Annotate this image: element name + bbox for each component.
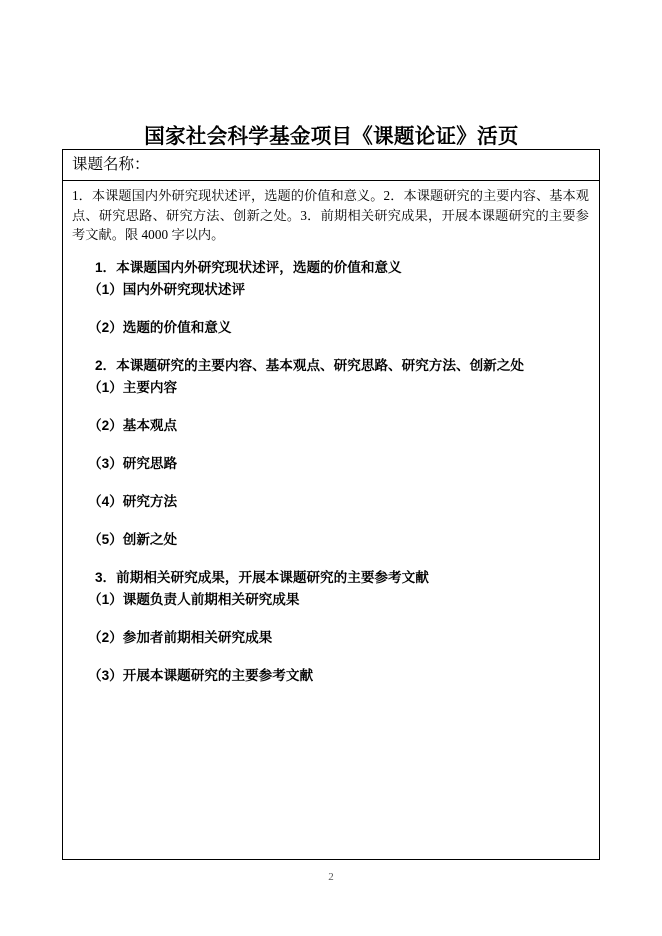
proposal-form-table <box>62 149 600 860</box>
outline-sub-item: （2）选题的价值和意义 <box>88 319 232 335</box>
outline-section-heading: 3．前期相关研究成果，开展本课题研究的主要参考文献 <box>95 569 429 585</box>
outline-sub-item: （5）创新之处 <box>88 531 178 547</box>
table-header-row <box>63 150 599 181</box>
project-name-label: 课题名称： <box>72 156 150 173</box>
page-number: 2 <box>328 871 334 883</box>
outline-sub-item: （1）主要内容 <box>88 379 178 395</box>
outline-list <box>70 258 591 686</box>
outline-sub-item: （3）研究思路 <box>88 455 178 471</box>
outline-sub-item: （2）基本观点 <box>88 417 178 433</box>
outline-sub-item: （2）参加者前期相关研究成果 <box>88 629 273 645</box>
table-body-row <box>63 181 599 858</box>
outline-sub-item: （1）国内外研究现状述评 <box>88 281 246 297</box>
outline-section-heading: 1．本课题国内外研究现状述评，选题的价值和意义 <box>95 259 402 275</box>
outline-sub-item: （4）研究方法 <box>88 493 178 509</box>
outline-section-heading: 2．本课题研究的主要内容、基本观点、研究思路、研究方法、创新之处 <box>95 357 524 373</box>
instructions-paragraph: 1．本课题国内外研究现状述评，选题的价值和意义。2．本课题研究的主要内容、基本观点、研究思路、研究方法、创新之处。3．前期相关研究成果，开展本课题研究的主要参考文献。限 4000 字以内。 <box>72 188 589 242</box>
outline-sub-item: （3）开展本课题研究的主要参考文献 <box>88 667 314 683</box>
outline-sub-item: （1）课题负责人前期相关研究成果 <box>88 591 300 607</box>
page-title: 国家社会科学基金项目《课题论证》活页 <box>144 124 519 148</box>
